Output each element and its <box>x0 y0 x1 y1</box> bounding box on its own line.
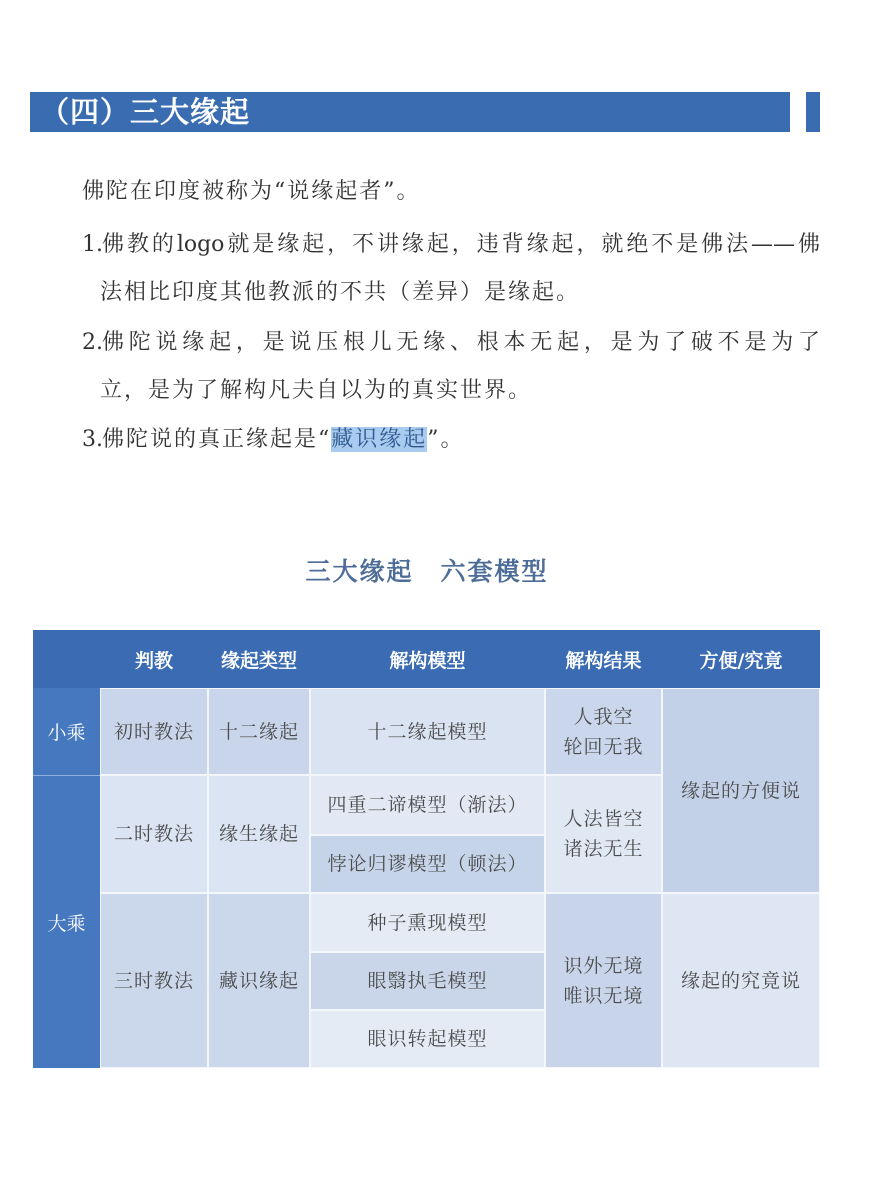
item-3-highlight: 藏识缘起 <box>331 427 428 452</box>
table-title: 三大缘起 六套模型 <box>305 557 549 586</box>
section-title: （四）三大缘起 <box>40 95 251 129</box>
item-2-line-2: 立，是为了解构凡夫自以为的真实世界。 <box>100 378 533 403</box>
banner-end-block <box>806 92 820 132</box>
header-expedient-ultimate: 方便/究竟 <box>662 630 820 688</box>
cell-model-1a: 十二缘起模型 <box>310 688 545 775</box>
header-panjiao: 判教 <box>100 630 208 688</box>
section-banner <box>30 92 790 132</box>
cell-model-3a: 种子熏现模型 <box>310 893 545 952</box>
cell-teaching-1: 初时教法 <box>100 688 208 775</box>
cell-model-2b: 悖论归谬模型（顿法） <box>310 835 545 893</box>
header-corner-cell <box>33 630 100 688</box>
cell-result-1-line-2: 轮回无我 <box>563 735 644 758</box>
item-3-number: 3. <box>82 427 103 452</box>
cell-result-3-line-2: 唯识无境 <box>563 984 644 1007</box>
cell-result-3-line-1: 识外无境 <box>563 954 644 977</box>
cell-model-3c: 眼识转起模型 <box>310 1010 545 1068</box>
group-dasheng: 大乘 <box>33 775 100 1068</box>
header-origination-type: 缘起类型 <box>208 630 310 688</box>
cell-result-2 <box>545 775 662 893</box>
cell-model-3b: 眼翳执毛模型 <box>310 952 545 1010</box>
item-3-suffix: ”。 <box>427 427 465 452</box>
cell-result-1 <box>545 688 662 775</box>
cell-type-3: 藏识缘起 <box>208 893 310 1068</box>
cell-ultimate: 缘起的究竟说 <box>662 893 820 1068</box>
cell-teaching-2: 二时教法 <box>100 775 208 893</box>
item-1-line-1: 佛教的logo就是缘起，不讲缘起，违背缘起，就绝不是佛法——佛 <box>102 232 820 257</box>
cell-model-2a: 四重二谛模型（渐法） <box>310 775 545 835</box>
header-deconstruction-result: 解构结果 <box>545 630 662 688</box>
cell-type-1: 十二缘起 <box>208 688 310 775</box>
item-1-number: 1. <box>82 232 103 257</box>
intro-paragraph: 佛陀在印度被称为“说缘起者”。 <box>82 179 421 204</box>
item-2-number: 2. <box>82 330 103 355</box>
cell-type-2: 缘生缘起 <box>208 775 310 893</box>
cell-result-3 <box>545 893 662 1068</box>
item-1-line-2: 法相比印度其他教派的不共（差异）是缘起。 <box>100 280 581 305</box>
item-2-line-1: 佛陀说缘起，是说压根儿无缘、根本无起，是为了破不是为了 <box>102 330 820 355</box>
cell-result-2-line-2: 诸法无生 <box>563 838 644 860</box>
item-3-line <box>102 426 465 454</box>
item-3-prefix: 佛陀说的真正缘起是“ <box>102 427 332 452</box>
cell-result-2-line-1: 人法皆空 <box>563 808 644 830</box>
cell-result-1-line-1: 人我空 <box>573 705 634 728</box>
header-deconstruction-model: 解构模型 <box>310 630 545 688</box>
group-xiaosheng: 小乘 <box>33 688 100 775</box>
cell-expedient: 缘起的方便说 <box>662 688 820 893</box>
cell-teaching-3: 三时教法 <box>100 893 208 1068</box>
models-table <box>33 630 820 1068</box>
